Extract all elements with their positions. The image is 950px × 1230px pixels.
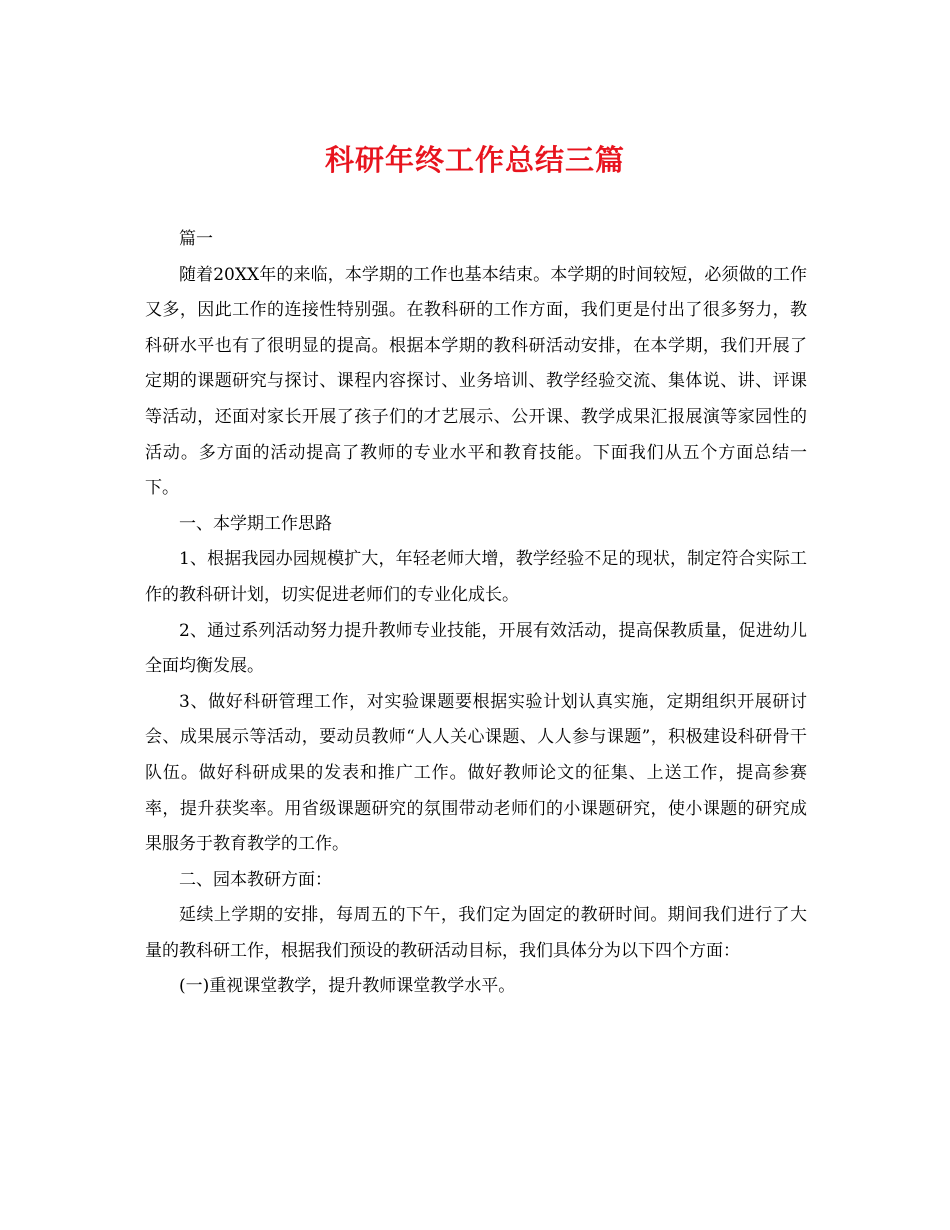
section-heading-part-one: 篇一 — [179, 229, 213, 249]
document-body — [145, 222, 807, 1005]
subsection-heading-classroom-teaching: (一)重视课堂教学，提升教师课堂教学水平。 — [179, 976, 516, 997]
school-research-paragraph: 延续上学期的安排，每周五的下午，我们定为固定的教研时间。期间我们进行了大量的教科研工作，根据我们预设的教研活动目标，我们具体分为以下四个方面： — [145, 905, 807, 961]
intro-paragraph: 随着20XX年的来临，本学期的工作也基本结束。本学期的时间较短，必须做的工作又多，因此工作的连接性特别强。在教科研的工作方面，我们更是付出了很多努力，教科研水平也有了很明显的提高。根据本学期的教科研活动安排，在本学期，我们开展了定期的课题研究与探讨、课程内容探讨、业务培训、教学经验交流、集体说、讲、评课等活动，还面对家长开展了孩子们的才艺展示、公开课、教学成果汇报展演等家园性的活动。多方面的活动提高了教师的专业水平和教育技能。下面我们从五个方面总结一下。 — [145, 264, 807, 499]
list-item-2: 2、通过系列活动努力提升教师专业技能，开展有效活动，提高保教质量，促进幼儿全面均衡发展。 — [145, 620, 807, 677]
list-item-1: 1、根据我园办园规模扩大，年轻老师大增，教学经验不足的现状，制定符合实际工作的教科研计划，切实促进老师们的专业化成长。 — [145, 549, 807, 605]
section-heading-school-research: 二、园本教研方面： — [179, 869, 332, 890]
document-title: 科研年终工作总结三篇 — [324, 143, 625, 177]
list-item-3: 3、做好科研管理工作，对实验课题要根据实验计划认真实施，定期组织开展研讨会、成果展示等活动，要动员教师“人人关心课题、人人参与课题”，积极建设科研骨干队伍。做好科研成果的发表和推广工作。做好教师论文的征集、上送工作，提高参赛率，提升获奖率。用省级课题研究的氛围带动老师们的小课题研究，使小课题的研究成果服务于教育教学的工作。 — [145, 691, 807, 855]
section-heading-work-ideas: 一、本学期工作思路 — [179, 513, 332, 534]
